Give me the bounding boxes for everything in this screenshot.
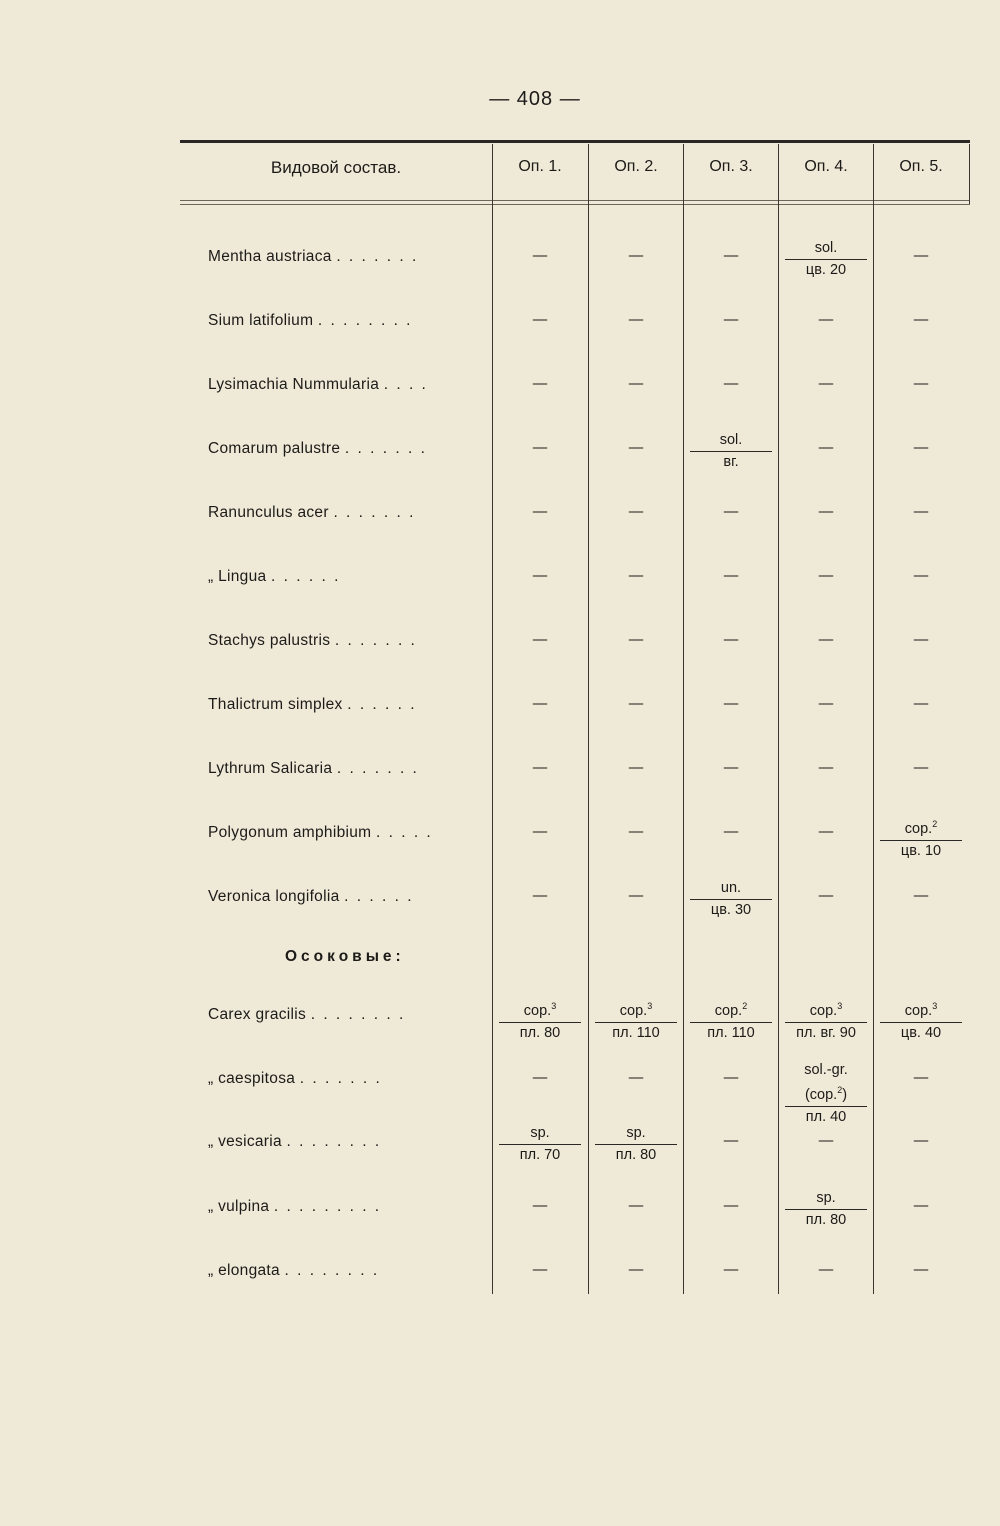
species-label: Stachys palustris — [208, 632, 335, 649]
species-row-name-9 — [208, 824, 433, 842]
species-label: Sium latifolium — [208, 312, 318, 329]
species-row-cell-1-4: — — [818, 312, 834, 328]
species-label: „ Lingua — [208, 568, 272, 585]
cell-abundance: sol. — [785, 238, 867, 260]
species-row-cell-0-4 — [779, 238, 873, 280]
sedge-row-name-3 — [208, 1198, 381, 1216]
species-row-name-3 — [208, 440, 427, 458]
leader-dots: . . . . . . . — [333, 504, 416, 521]
cell-abundance: sp. — [499, 1123, 581, 1145]
leader-dots: . . . . . . . . — [310, 1006, 406, 1023]
species-row-cell-9-1: — — [532, 824, 548, 840]
species-row-cell-5-4: — — [818, 568, 834, 584]
species-row-cell-1-1: — — [532, 312, 548, 328]
sedge-row-cell-0-4 — [779, 996, 873, 1043]
species-label: Lysimachia Nummularia — [208, 376, 384, 393]
species-label: Thalictrum simplex — [208, 696, 348, 713]
sedge-row-cell-0-2 — [589, 996, 683, 1043]
cell-abundance: sp. — [595, 1123, 677, 1145]
cell-phase-height: цв. 40 — [900, 1024, 942, 1041]
cell-abundance: cop.$^2$ — [880, 814, 962, 841]
cell-abundance: sp. — [785, 1188, 867, 1210]
sedge-row-cell-3-4 — [779, 1188, 873, 1230]
leader-dots: . . . . . . — [271, 568, 341, 585]
species-row-cell-2-2: — — [628, 376, 644, 392]
species-row-name-10 — [208, 888, 414, 906]
species-row-cell-2-3: — — [723, 376, 739, 392]
sedge-row-cell-2-3: — — [723, 1133, 739, 1149]
species-row-cell-1-3: — — [723, 312, 739, 328]
species-row-cell-7-5: — — [913, 696, 929, 712]
sedge-row-cell-0-5 — [874, 996, 968, 1043]
species-table — [180, 140, 970, 1300]
species-row-cell-9-4: — — [818, 824, 834, 840]
cell-phase-height: пл. 80 — [615, 1147, 657, 1163]
sedge-row-cell-3-2: — — [628, 1198, 644, 1214]
column-divider — [969, 144, 970, 204]
cell-abundance: cop.$^3$ — [785, 996, 867, 1023]
species-row-cell-0-2: — — [628, 248, 644, 264]
cell-abundance: cop.$^3$ — [499, 996, 581, 1023]
species-row-name-7 — [208, 696, 417, 714]
cell-phase-height: пл. 40 — [805, 1108, 847, 1125]
page-number: — 408 — — [489, 88, 581, 110]
cell-abundance: (cop.$^2$) — [785, 1080, 867, 1107]
species-row-cell-2-1: — — [532, 376, 548, 392]
sedge-row-cell-1-4 — [779, 1060, 873, 1127]
species-row-name-4 — [208, 504, 415, 522]
cell-abundance: cop.$^2$ — [690, 996, 772, 1023]
species-row-cell-4-2: — — [628, 504, 644, 520]
species-row-cell-0-3: — — [723, 248, 739, 264]
species-label: „ caespitosa — [208, 1070, 300, 1087]
cell-phase-height: цв. 30 — [710, 902, 752, 918]
species-row-cell-2-5: — — [913, 376, 929, 392]
species-row-cell-8-3: — — [723, 760, 739, 776]
species-row-cell-5-5: — — [913, 568, 929, 584]
species-label: Polygonum amphibium — [208, 824, 376, 841]
species-row-cell-7-4: — — [818, 696, 834, 712]
leader-dots: . . . . . . — [344, 888, 414, 905]
species-row-cell-3-4: — — [818, 440, 834, 456]
species-row-cell-9-3: — — [723, 824, 739, 840]
sedge-row-name-1 — [208, 1070, 382, 1088]
cell-abundance: sol. — [690, 430, 772, 452]
species-row-name-1 — [208, 312, 413, 330]
sedge-row-cell-2-4: — — [818, 1133, 834, 1149]
species-row-cell-6-1: — — [532, 632, 548, 648]
sedge-row-cell-3-5: — — [913, 1198, 929, 1214]
species-row-cell-5-3: — — [723, 568, 739, 584]
species-row-cell-10-1: — — [532, 888, 548, 904]
leader-dots: . . . . . . . . — [284, 1262, 380, 1279]
species-label: Lythrum Salicaria — [208, 760, 337, 777]
species-row-cell-9-2: — — [628, 824, 644, 840]
species-row-cell-10-2: — — [628, 888, 644, 904]
species-row-cell-3-2: — — [628, 440, 644, 456]
species-row-cell-1-2: — — [628, 312, 644, 328]
species-row-cell-7-2: — — [628, 696, 644, 712]
header-op-3: Оп. 3. — [709, 158, 753, 175]
species-row-cell-6-4: — — [818, 632, 834, 648]
cell-phase-height: пл. 110 — [707, 1024, 755, 1041]
species-row-cell-0-1: — — [532, 248, 548, 264]
header-species: Видовой состав. — [270, 158, 402, 177]
sedge-row-cell-1-2: — — [628, 1070, 644, 1086]
species-row-cell-10-4: — — [818, 888, 834, 904]
species-label: Comarum palustre — [208, 440, 345, 457]
header-rule-double — [180, 204, 970, 205]
cell-abundance: cop.$^3$ — [595, 996, 677, 1023]
species-row-cell-10-3 — [684, 878, 778, 920]
sedge-row-cell-3-3: — — [723, 1198, 739, 1214]
species-row-name-5 — [208, 568, 340, 586]
sedge-row-cell-1-5: — — [913, 1070, 929, 1086]
sedge-row-cell-0-1 — [493, 996, 587, 1043]
sedge-row-cell-2-5: — — [913, 1133, 929, 1149]
header-rule — [180, 200, 970, 201]
species-row-cell-7-3: — — [723, 696, 739, 712]
species-row-cell-6-2: — — [628, 632, 644, 648]
species-row-name-2 — [208, 376, 428, 394]
species-row-cell-4-4: — — [818, 504, 834, 520]
leader-dots: . . . . . . — [347, 696, 417, 713]
species-row-cell-4-1: — — [532, 504, 548, 520]
leader-dots: . . . . . . . — [299, 1070, 382, 1087]
species-row-cell-6-3: — — [723, 632, 739, 648]
species-row-cell-8-2: — — [628, 760, 644, 776]
cell-prefix: sol.-gr. — [804, 1062, 848, 1078]
leader-dots: . . . . . — [375, 824, 433, 841]
sedge-row-cell-4-5: — — [913, 1262, 929, 1278]
species-row-cell-10-5: — — [913, 888, 929, 904]
leader-dots: . . . . . . . . — [317, 312, 413, 329]
species-row-name-8 — [208, 760, 419, 778]
species-row-cell-3-3 — [684, 430, 778, 472]
species-label: „ vesicaria — [208, 1133, 287, 1150]
species-label: Ranunculus acer — [208, 504, 334, 521]
species-row-cell-0-5: — — [913, 248, 929, 264]
cell-phase-height: пл. 110 — [612, 1024, 660, 1041]
species-row-name-0 — [208, 248, 418, 266]
sedge-row-cell-4-2: — — [628, 1262, 644, 1278]
species-label: Carex gracilis — [208, 1006, 311, 1023]
cell-phase-height: пл. 80 — [805, 1212, 847, 1228]
sedge-row-cell-2-2 — [589, 1123, 683, 1165]
cell-phase-height: вг. — [723, 454, 739, 470]
species-row-cell-9-5 — [874, 814, 968, 861]
species-row-cell-3-1: — — [532, 440, 548, 456]
leader-dots: . . . . . . . — [336, 248, 419, 265]
table-top-rule — [180, 140, 970, 143]
header-op-1: Оп. 1. — [518, 158, 562, 175]
sedge-row-cell-4-1: — — [532, 1262, 548, 1278]
cell-abundance: un. — [690, 878, 772, 900]
species-row-cell-2-4: — — [818, 376, 834, 392]
group-heading: Осоковые: — [285, 948, 405, 965]
species-row-cell-5-2: — — [628, 568, 644, 584]
sedge-row-cell-0-3 — [684, 996, 778, 1043]
sedge-row-cell-2-1 — [493, 1123, 587, 1165]
sedge-row-cell-1-3: — — [723, 1070, 739, 1086]
leader-dots: . . . . . . . — [334, 632, 417, 649]
sedge-row-name-2 — [208, 1133, 381, 1151]
species-row-cell-8-5: — — [913, 760, 929, 776]
cell-phase-height: пл. 80 — [519, 1024, 561, 1041]
cell-phase-height: пл. 70 — [519, 1147, 561, 1163]
sedge-row-cell-4-4: — — [818, 1262, 834, 1278]
leader-dots: . . . . . . . . — [286, 1133, 382, 1150]
species-row-cell-1-5: — — [913, 312, 929, 328]
leader-dots: . . . . . . . — [336, 760, 419, 777]
cell-abundance: cop.$^3$ — [880, 996, 962, 1023]
species-row-cell-5-1: — — [532, 568, 548, 584]
species-row-cell-3-5: — — [913, 440, 929, 456]
sedge-row-cell-3-1: — — [532, 1198, 548, 1214]
species-row-cell-6-5: — — [913, 632, 929, 648]
species-label: Veronica longifolia — [208, 888, 345, 905]
species-label: Mentha austriaca — [208, 248, 337, 265]
species-label: „ vulpina — [208, 1198, 274, 1215]
leader-dots: . . . . . . . — [344, 440, 427, 457]
species-row-cell-7-1: — — [532, 696, 548, 712]
species-row-cell-8-4: — — [818, 760, 834, 776]
species-row-cell-8-1: — — [532, 760, 548, 776]
cell-phase-height: цв. 20 — [805, 262, 847, 278]
sedge-row-cell-1-1: — — [532, 1070, 548, 1086]
sedge-row-name-0 — [208, 1006, 405, 1024]
leader-dots: . . . . — [383, 376, 428, 393]
species-row-cell-4-5: — — [913, 504, 929, 520]
cell-phase-height: цв. 10 — [900, 842, 942, 859]
species-row-cell-4-3: — — [723, 504, 739, 520]
header-op-5: Оп. 5. — [899, 158, 943, 175]
sedge-row-cell-4-3: — — [723, 1262, 739, 1278]
cell-phase-height: пл. вг. 90 — [796, 1024, 856, 1041]
species-row-name-6 — [208, 632, 417, 650]
species-label: „ elongata — [208, 1262, 285, 1279]
header-op-4: Оп. 4. — [804, 158, 848, 175]
sedge-row-name-4 — [208, 1262, 379, 1280]
leader-dots: . . . . . . . . . — [273, 1198, 382, 1215]
header-op-2: Оп. 2. — [614, 158, 658, 175]
